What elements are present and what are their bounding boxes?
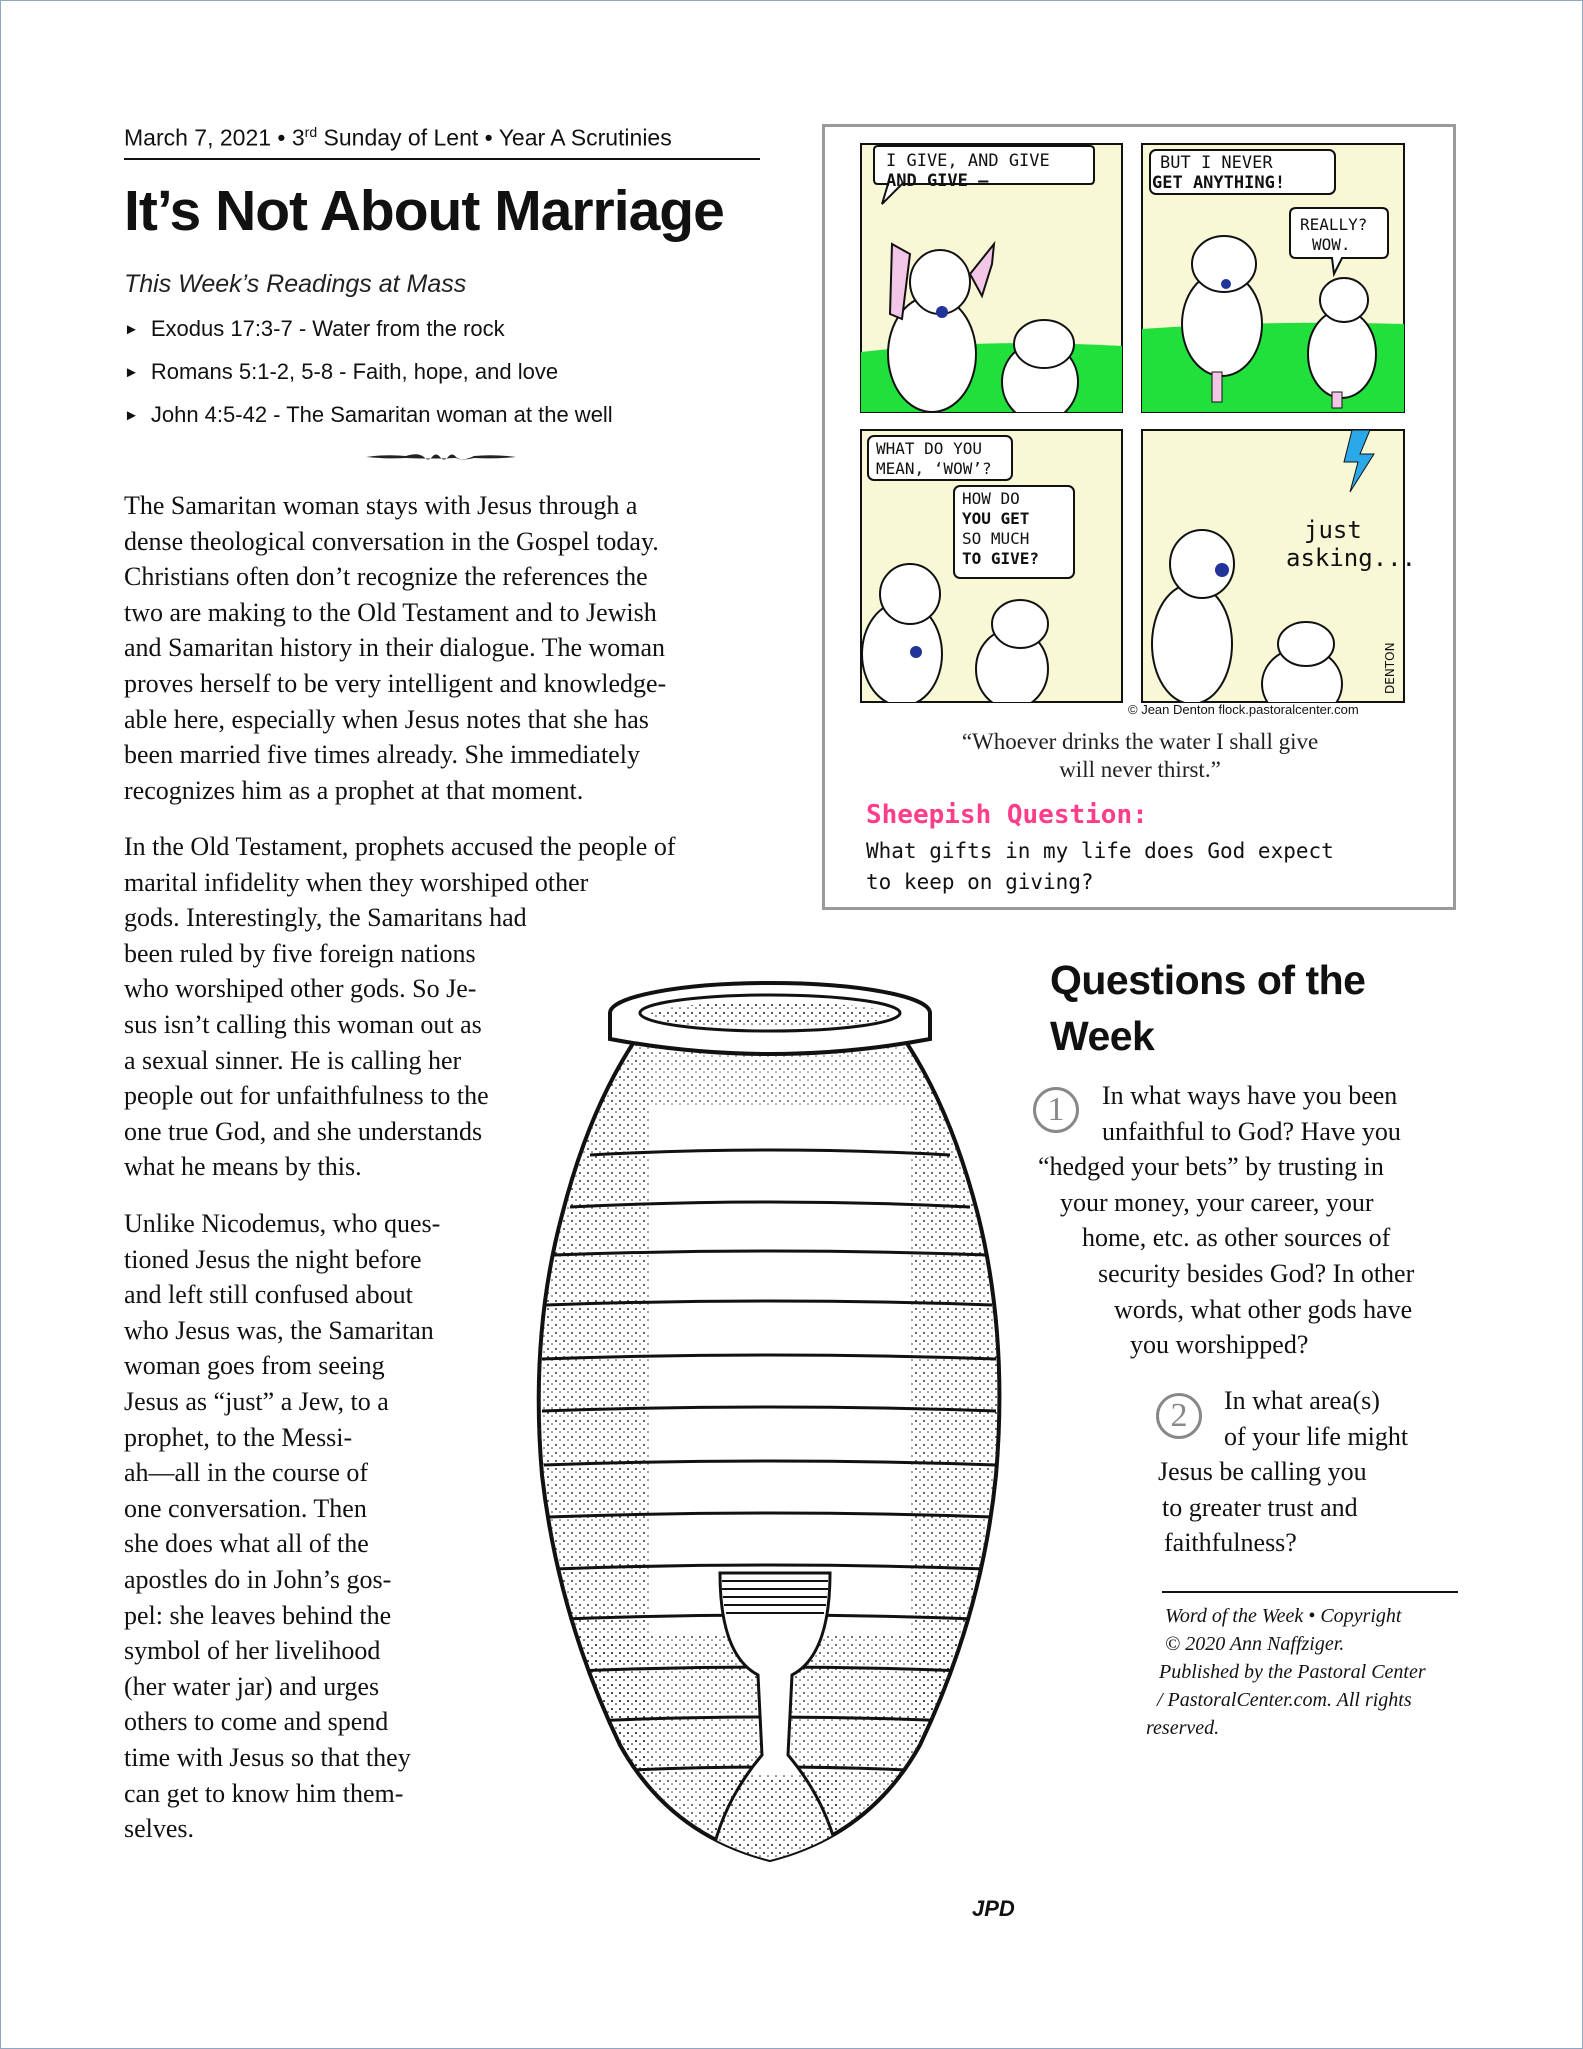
text-line: marital infidelity when they worshiped other [124,867,589,897]
text-line: symbol of her livelihood [124,1636,381,1666]
comic-panel-2 [1142,144,1404,412]
text-line: reserved. [1146,1717,1220,1739]
ordinal-suffix: rd [304,124,318,140]
text-line: The Samaritan woman stays with Jesus through a [124,491,638,520]
text-line: your money, your career, your [1060,1187,1374,1217]
text-line: selves. [124,1814,195,1844]
bullet: • [277,124,286,151]
sheepish-question-label: Sheepish Question: [866,800,1148,830]
comic-text: SO MUCH [962,529,1030,548]
title-line: Questions of the [1050,957,1366,1003]
text-line: apostles do in John’s gos- [124,1564,392,1594]
text-line: a sexual sinner. He is calling her [124,1045,462,1075]
text-line: faithfulness? [1164,1528,1297,1558]
reading-text: Exodus 17:3-7 - Water from the rock [150,316,505,341]
copyright-notice [1146,1602,1426,1742]
dateline [124,124,760,160]
reading-item [124,316,505,342]
ornament-divider [366,450,516,464]
page-title: It’s Not About Marriage [124,179,724,243]
question-1 [0,1078,1414,1363]
text-line: Christians often don’t recognize the references the [124,562,648,592]
quote-line: “Whoever drinks the water I shall give [961,729,1319,754]
reading-item [124,402,613,428]
question-line: What gifts in my life does God expect [866,839,1334,863]
text-line: tioned Jesus the night before [124,1244,422,1274]
bullet-triangle-icon: ► [124,321,139,338]
text-line: can get to know him them- [124,1778,404,1808]
text-line: Unlike Nicodemus, who ques- [124,1209,441,1238]
text-line: and left still confused about [124,1280,413,1310]
bullet-triangle-icon: ► [124,364,139,381]
text-line: you worshipped? [1130,1330,1309,1360]
text-line: proves herself to be very intelligent and knowledge- [124,668,667,698]
text-line: Jesus be calling you [1158,1457,1367,1487]
text-line: dense theological conversation in the Gospel today. [124,526,659,556]
text-line: and Samaritan history in their dialogue. The woman [124,633,666,663]
comic-text: TO GIVE? [962,549,1040,568]
text-line: “hedged your bets” by trusting in [1038,1152,1384,1182]
text-line: who Jesus was, the Samaritan [124,1315,434,1345]
comic-strip [822,124,1456,714]
comic-panel-1 [861,144,1122,422]
comic-credit: © Jean Denton flock.pastoralcenter.com [1128,702,1359,717]
liturgical-day: Sunday of Lent [323,124,479,151]
text-line: been married five times already. She immediately [124,740,640,770]
text-line: able here, especially when Jesus notes that she has [124,704,649,734]
comic-text: GET ANYTHING! [1152,173,1286,193]
text-line: unfaithful to God? Have you [1102,1116,1401,1146]
text-line: / PastoralCenter.com. All rights [1157,1689,1412,1711]
sheepish-question [866,836,1334,898]
comic-text: WHAT DO YOU [876,439,982,458]
questions-title [1050,952,1365,1064]
text-line: ah—all in the course of [124,1458,369,1488]
text-line: two are making to the Old Testament and to Jewish [124,597,657,627]
text-line: one true God, and she understands [124,1116,483,1146]
text-line: In what ways have you been [1102,1081,1398,1110]
bullet: • [484,124,493,151]
text-line: recognizes him as a prophet at that moment. [124,775,584,805]
comic-text: just [1304,516,1362,544]
text-line: what he means by this. [124,1152,362,1182]
text-line: (her water jar) and urges [124,1671,380,1701]
bullet-triangle-icon: ► [124,407,139,424]
text-line: Published by the Pastoral Center [1159,1661,1426,1683]
comic-signature: DENTON [1383,642,1397,694]
text-line: home, etc. as other sources of [1082,1223,1391,1253]
comic-text: I GIVE, AND GIVE [886,151,1050,171]
readings-heading: This Week’s Readings at Mass [124,270,467,298]
text-line: security besides God? In other [1098,1258,1415,1288]
comic-panel-4 [1142,430,1416,714]
text-line: of your life might [1224,1421,1409,1451]
title-line: Week [1050,1013,1155,1059]
text-line: she does what all of the [124,1529,369,1559]
text-line: © 2020 Ann Naffziger. [1165,1633,1345,1655]
comic-text: BUT I NEVER [1160,153,1273,173]
comic-text: REALLY? [1300,215,1368,234]
comic-text: MEAN, ‘WOW’? [876,459,992,478]
divider [1162,1591,1458,1593]
comic-quote [830,728,1450,784]
question-line: to keep on giving? [866,870,1094,894]
comic-text: YOU GET [962,509,1030,528]
text-line: one conversation. Then [124,1493,367,1523]
reading-text: John 4:5-42 - The Samaritan woman at the well [150,402,613,427]
comic-panel-3 [861,430,1122,709]
text-line: words, what other gods have [1114,1294,1413,1324]
text-line: time with Jesus so that they [124,1742,411,1772]
reading-text: Romans 5:1-2, 5-8 - Faith, hope, and love [150,359,559,384]
quote-line: will never thirst.” [1059,757,1221,782]
text-line: prophet, to the Messi- [124,1422,353,1452]
comic-text: WOW. [1312,235,1351,254]
text-line: In the Old Testament, prophets accused the people of [124,832,676,861]
illustration-signature: JPD [972,1896,1015,1921]
comic-text: asking... [1286,544,1417,572]
text-line: pel: she leaves behind the [124,1600,392,1630]
text-line: gods. Interestingly, the Samaritans had [124,903,527,933]
text-line: been ruled by five foreign nations [124,938,476,968]
text-line: Word of the Week • Copyright [1165,1605,1402,1627]
text-line: woman goes from seeing [124,1351,385,1381]
liturgical-year: Year A Scrutinies [498,124,672,151]
text-line: sus isn’t calling this woman out as [124,1009,482,1039]
text-line: to greater trust and [1162,1492,1358,1522]
text-line: people out for unfaithfulness to the [124,1081,489,1111]
question-2 [0,1383,1408,1561]
text-line: In what area(s) [1224,1386,1380,1415]
comic-text: AND GIVE – [886,171,989,191]
text-line: others to come and spend [124,1707,389,1737]
question-number-1: 1 [1033,1087,1079,1133]
date: March 7, 2021 [124,124,272,151]
sunday-ordinal: 3 [291,124,305,151]
text-line: Jesus as “just” a Jew, to a [124,1386,389,1416]
paragraph-intro [124,488,666,808]
question-number-2: 2 [1156,1393,1202,1439]
comic-text: HOW DO [962,489,1020,508]
text-line: who worshiped other gods. So Je- [124,974,477,1004]
reading-item [124,359,558,385]
